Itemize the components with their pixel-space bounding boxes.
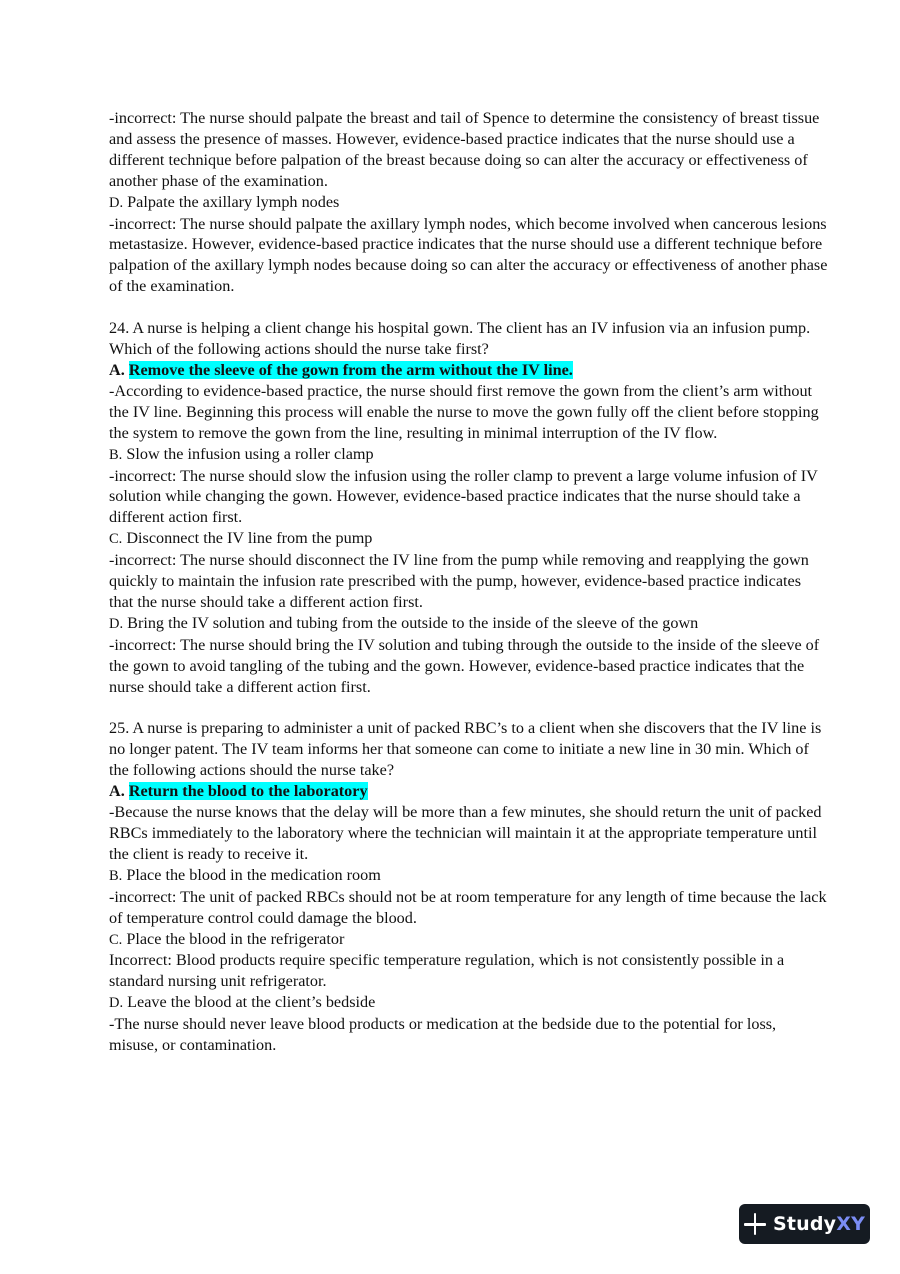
- option-text: Bring the IV solution and tubing from the outside to the inside of the sleeve of the gown: [127, 613, 699, 632]
- q24-question: 24. A nurse is helping a client change his hospital gown. The client has an IV infusion via an infusion pump. Which of the following actions should the nurse take first?: [109, 319, 811, 359]
- q25-option-d-explanation: -The nurse should never leave blood products or medication at the bedside due to the potential for loss, misuse, or contamination.: [109, 1015, 777, 1055]
- option-text: Palpate the axillary lymph nodes: [127, 192, 340, 211]
- option-letter: C.: [109, 531, 123, 548]
- studyxy-logo-badge[interactable]: [739, 1204, 870, 1244]
- q25-option-a-correct: [109, 781, 829, 802]
- option-letter: D.: [109, 615, 124, 632]
- q25-option-b-explanation: -incorrect: The unit of packed RBCs should not be at room temperature for any length of time because the lack of temperature control could damage the blood.: [109, 887, 827, 927]
- option-letter: C.: [109, 931, 123, 948]
- q24-option-c: [109, 528, 829, 550]
- option-text: Place the blood in the medication room: [126, 865, 381, 884]
- option-text: Slow the infusion using a roller clamp: [126, 444, 374, 463]
- option-text: Place the blood in the refrigerator: [126, 929, 345, 948]
- q24-option-a-explanation: -According to evidence-based practice, the nurse should first remove the gown from the client’s arm without the IV line. Beginning this process will enable the nurse to move the gown fully off the client before stopping the system to remove the gown from the line, resulting in minimal interruption of the IV flow.: [109, 381, 819, 442]
- q25-option-c-explanation: Incorrect: Blood products require specific temperature regulation, which is not consistently possible in a standard nursing unit refrigerator.: [109, 951, 785, 991]
- correct-answer-highlight: Remove the sleeve of the gown from the arm without the IV line.: [128, 360, 573, 379]
- spacer: [109, 697, 829, 718]
- document-page: [109, 108, 829, 1056]
- plus-icon: [744, 1213, 766, 1235]
- option-letter: D.: [109, 194, 124, 211]
- q24-option-d: [109, 613, 829, 635]
- option-letter: A.: [109, 782, 125, 801]
- option-letter: D.: [109, 995, 124, 1012]
- option-letter: B.: [109, 446, 123, 463]
- q24-option-b-explanation: -incorrect: The nurse should slow the infusion using the roller clamp to prevent a large volume infusion of IV solution while changing the gown. However, evidence-based practice indicates that the nurse should take a different action first.: [109, 466, 818, 527]
- q25-option-a-explanation: -Because the nurse knows that the delay will be more than a few minutes, she should return the unit of packed RBCs immediately to the laboratory where the technician will maintain it at the appropriate temperature until the client is ready to receive it.: [109, 803, 822, 863]
- option-letter: B.: [109, 867, 123, 884]
- q24-option-d-explanation: -incorrect: The nurse should bring the IV solution and tubing through the outside to the inside of the sleeve of the gown to avoid tangling of the tubing and the gown. However, evidence-based practice indicates that the nurse should take a different action first.: [109, 635, 820, 696]
- option-text: Disconnect the IV line from the pump: [126, 529, 373, 548]
- brand-name-study: Study: [772, 1213, 837, 1235]
- q24-option-a-correct: [109, 360, 829, 381]
- prev-option-d: [109, 192, 829, 214]
- option-letter: A.: [109, 360, 125, 379]
- brand-name-xy: XY: [836, 1213, 866, 1235]
- q24-option-b: [109, 444, 829, 466]
- q25-option-d: [109, 992, 829, 1014]
- q25-option-b: [109, 865, 829, 887]
- correct-answer-highlight: Return the blood to the laboratory: [128, 782, 368, 801]
- prev-option-c-explanation: -incorrect: The nurse should palpate the breast and tail of Spence to determine the consistency of breast tissue and assess the presence of masses. However, evidence-based practice indicates that the nurse should use a different technique before palpation of the breast because doing so can alter the accuracy or effectiveness of another phase of the examination.: [109, 109, 820, 190]
- spacer: [109, 297, 829, 318]
- q24-option-c-explanation: -incorrect: The nurse should disconnect the IV line from the pump while removing and reapplying the gown quickly to maintain the infusion rate prescribed with the pump, however, evidence-based practice indicates that the nurse should take a different action first.: [109, 551, 809, 611]
- prev-option-d-explanation: -incorrect: The nurse should palpate the axillary lymph nodes, which become involved when cancerous lesions metastasize. However, evidence-based practice indicates that the nurse should use a different technique before palpation of the axillary lymph nodes because doing so can alter the accuracy or effectiveness of another phase of the examination.: [109, 214, 828, 296]
- q25-question: 25. A nurse is preparing to administer a unit of packed RBC’s to a client when she discovers that the IV line is no longer patent. The IV team informs her that someone can come to initiate a new line in 30 min. Which of the following actions should the nurse take?: [109, 719, 822, 780]
- option-text: Leave the blood at the client’s bedside: [127, 993, 376, 1012]
- q25-option-c: [109, 929, 829, 951]
